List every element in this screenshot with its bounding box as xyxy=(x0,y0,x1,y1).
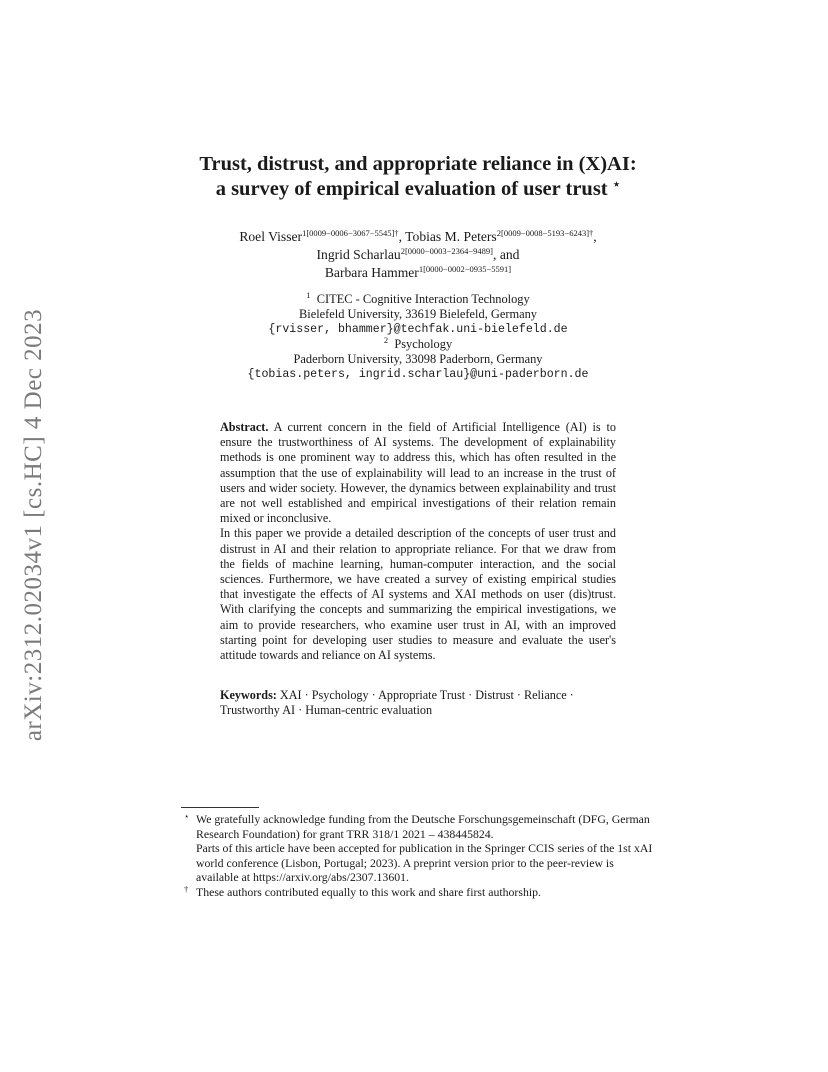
footnote-equal-contribution xyxy=(181,885,657,900)
keywords-label: Keywords: xyxy=(220,688,277,702)
author-name: Tobias M. Peters xyxy=(405,229,497,244)
abstract-label: Abstract. xyxy=(220,420,269,434)
affiliation-2-email: {tobias.peters, ingrid.scharlau}@uni-paderborn.de xyxy=(247,368,589,381)
affiliation-1-email: {rvisser, bhammer}@techfak.uni-bielefeld.de xyxy=(268,323,568,336)
footnotes xyxy=(181,812,657,900)
footnote-line: These authors contributed equally to this work and share first authorship. xyxy=(196,884,541,899)
keywords xyxy=(220,688,616,718)
arxiv-identifier: arXiv:2312.02034v1 [cs.HC] 4 Dec 2023 xyxy=(20,308,47,742)
abstract xyxy=(220,420,616,663)
author-orcid: 1[0000−0002−0935−5591] xyxy=(418,264,512,274)
paper-title xyxy=(150,152,686,202)
author-list: Roel Visser$^{1[0009-0006-3067-5545]\dagger}$, Tobias M. Peters$^{2[0009-0008-5193-6243]\dagger}$, Ingrid Scharlau$^{2[0000-0003-2364-9489]}$, and Barbara Hammer$^{1[0000-0002-0935-5591]}$ xyxy=(239,228,597,280)
abstract-paragraph-2: In this paper we provide a detailed description of the concepts of user trust and distrust in AI and their relation to appropriate reliance. For that we draw from the fields of machine learning, human-computer interaction, and the social sciences. Furthermore, we have created a survey of existing empirical studies that investigate the effects of AI systems and XAI methods on user (dis)trust. With clarifying the concepts and summarizing the empirical investigations, we aim to provide researchers, who examine user trust in AI, with an improved starting point for developing user studies to measure and evaluate the user's attitude towards and reliance on AI systems. xyxy=(220,526,616,663)
footnote-mark: ⋆ xyxy=(184,811,190,821)
arxiv-sidebar xyxy=(12,290,56,760)
author-orcid: 1[0009−0006−3067−5545]† xyxy=(302,228,399,238)
affiliation-1-place: Bielefeld University, 33619 Bielefeld, Germany xyxy=(299,307,537,321)
title-footnote-star: ⋆ xyxy=(612,177,621,191)
affiliation-1-name: $^1$ CITEC - Cognitive Interaction Technology xyxy=(306,290,530,306)
keywords-text: XAI · Psychology · Appropriate Trust · Distrust · Reliance · Trustworthy AI · Human-centric evaluation xyxy=(220,688,574,718)
author-name: Ingrid Scharlau xyxy=(316,247,401,262)
title-line-1: Trust, distrust, and appropriate reliance in (X)AI: xyxy=(199,153,637,175)
footnote-mark: † xyxy=(184,883,189,894)
affiliation-2-place: Paderborn University, 33098 Paderborn, Germany xyxy=(293,352,543,366)
author-name: Barbara Hammer xyxy=(324,265,419,280)
footnote-rule xyxy=(181,807,259,808)
abstract-paragraph-1: A current concern in the field of Artificial Intelligence (AI) is to ensure the trustworthiness of AI systems. The development of explainability methods is one prominent way to address this, which has often resulted in the assumption that the use of explainability will lead to an increase in the trust of users and wider society. However, the dynamics between explainability and trust are not well established and empirical investigations of their relation remain mixed or inconclusive. xyxy=(220,420,616,526)
title-line-2: a survey of empirical evaluation of user trust xyxy=(215,178,608,200)
footnote-line: Parts of this article have been accepted for publication in the Springer CCIS series of the 1st xAI world conference (Lisbon, Portugal; 2023). A preprint version prior to the peer-review is available at https://arxiv.org/abs/2307.13601. xyxy=(196,841,653,885)
author-orcid: 2[0000−0003−2364−9489] xyxy=(400,246,494,256)
footnote-line: We gratefully acknowledge funding from the Deutsche Forschungsgemeinschaft (DFG, German Research Foundation) for grant TRR 318/1 2021 – 438445824. xyxy=(196,812,650,841)
affiliation-2-name: $^2$ Psychology xyxy=(383,335,453,351)
author-orcid: 2[0009−0008−5193−6243]† xyxy=(496,228,594,238)
footnote-funding xyxy=(181,812,657,885)
affiliations xyxy=(200,292,636,382)
author-name: Roel Visser xyxy=(239,229,303,244)
